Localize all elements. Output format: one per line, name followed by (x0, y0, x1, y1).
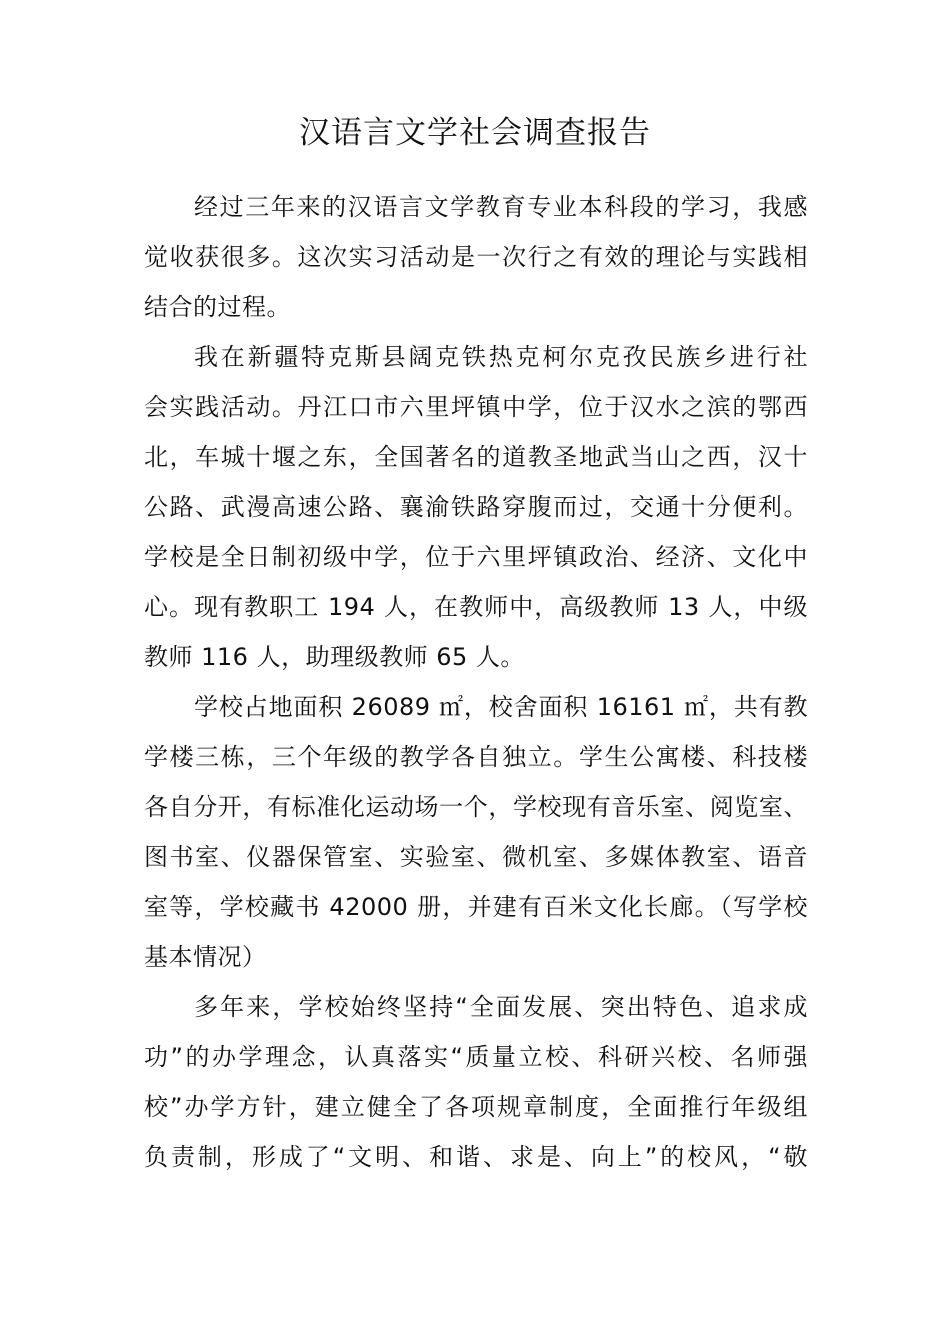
paragraph-line: 图书室、仪器保管室、实验室、微机室、多媒体教室、语音 (144, 843, 808, 871)
paragraph-line: 我在新疆特克斯县阔克铁热克柯尔克孜民族乡进行社 (194, 343, 808, 371)
paragraph-2 (144, 332, 808, 682)
paragraph-line: 北，车城十堰之东，全国著名的道教圣地武当山之西，汉十 (144, 443, 808, 471)
paragraph-line: 觉收获很多。这次实习活动是一次行之有效的理论与实践相 (144, 243, 808, 271)
paragraph-1 (144, 182, 808, 332)
paragraph-line: 结合的过程。 (144, 293, 291, 321)
paragraph-4 (144, 982, 808, 1182)
document-title: 汉语言文学社会调查报告 (299, 115, 651, 151)
paragraph-line: 功”的办学理念，认真落实“质量立校、科研兴校、名师强 (144, 1043, 808, 1071)
paragraph-line: 经过三年来的汉语言文学教育专业本科段的学习，我感 (194, 193, 808, 221)
paragraph-3 (144, 682, 808, 982)
document-body (144, 182, 808, 1182)
paragraph-line: 会实践活动。丹江口市六里坪镇中学，位于汉水之滨的鄂西 (144, 393, 808, 421)
paragraph-line: 校”办学方针，建立健全了各项规章制度，全面推行年级组 (144, 1093, 808, 1121)
paragraph-line: 各自分开，有标准化运动场一个，学校现有音乐室、阅览室、 (144, 793, 808, 821)
paragraph-line: 心。现有教职工 194 人，在教师中，高级教师 13 人，中级 (144, 593, 808, 621)
paragraph-line: 基本情况） (144, 943, 267, 971)
paragraph-line: 学校是全日制初级中学，位于六里坪镇政治、经济、文化中 (144, 543, 808, 571)
paragraph-line: 教师 116 人，助理级教师 65 人。 (144, 643, 525, 671)
paragraph-line: 公路、武漫高速公路、襄渝铁路穿腹而过，交通十分便利。 (144, 493, 808, 521)
paragraph-line: 室等，学校藏书 42000 册，并建有百米文化长廊。（写学校 (144, 893, 808, 921)
paragraph-line: 学楼三栋，三个年级的教学各自独立。学生公寓楼、科技楼 (144, 743, 808, 771)
paragraph-line: 学校占地面积 26089 ㎡，校舍面积 16161 ㎡，共有教 (194, 693, 808, 721)
paragraph-line: 多年来，学校始终坚持“全面发展、突出特色、追求成 (194, 993, 808, 1021)
paragraph-line: 负责制，形成了“文明、和谐、求是、向上”的校风，“敬 (144, 1143, 808, 1171)
